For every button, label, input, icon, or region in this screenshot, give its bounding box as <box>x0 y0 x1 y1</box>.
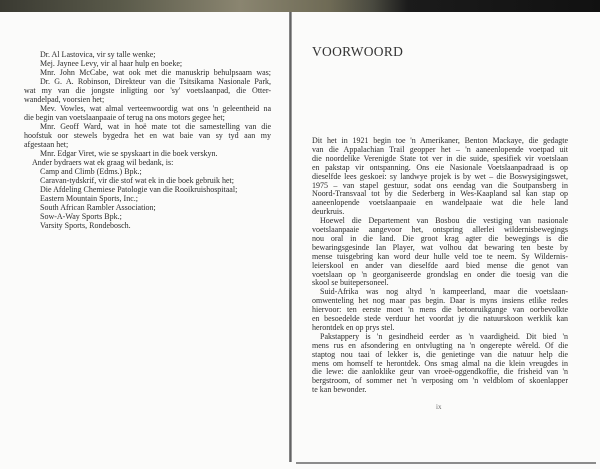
text-line: Caravan-tydskrif, vir die stof wat ek in die boek gebruik het; <box>40 176 234 185</box>
text-line: Dit het in 1921 begin toe 'n Amerikaner, Benton Mackaye, die gedagte <box>312 136 568 145</box>
text-line: aaneenlopende voetslaanpaaie en wandelpaaie wat die hele land <box>312 198 568 208</box>
text-line: hoofstuk oor stewels bygedra het en wat baie van sy tyd aan my <box>24 131 271 140</box>
text-line: mense tuisgebring kan word deur hulle veld toe te neem. Sy Wildernis- <box>312 251 568 261</box>
text-line: South African Rambler Association; <box>40 203 156 212</box>
text-line: omwenteling het nog maar pas begin. Daar is myns insiens etlike redes <box>312 296 568 306</box>
scan-top-edge <box>0 0 600 12</box>
page-bottom-edge <box>296 462 596 464</box>
text-line: staptog nou taai of lekker is, die genietinge van die natuur help die <box>312 349 568 359</box>
text-line: die begin van voetslaanpaaie of terug na ons motors gegee het; <box>24 113 225 122</box>
text-line: Mej. Jaynee Levy, vir al haar hulp en boeke; <box>40 59 183 68</box>
text-line: afgestaan het; <box>24 140 69 149</box>
text-line: die noordelike Verenigde State tot ver in die suide, spesifiek vir voetslaan <box>312 153 568 163</box>
text-line: te kan bewonder. <box>312 385 367 395</box>
text-line: Hoewel die Departement van Bosbou die vestiging van nasionale <box>320 216 568 226</box>
text-line: Mnr. John McCabe, wat ook met die manuskrip behulpsaam was; <box>40 68 271 77</box>
text-line: Mev. Vowles, wat almal verteenwoordig wat ons 'n geleentheid na <box>40 104 271 113</box>
text-line: herontdek en op prys stel. <box>312 322 395 332</box>
text-line: en besoedelde stede verduur het voordat jy die natuurskoon werklik kan <box>312 314 568 323</box>
text-line: wat my van die jongste inligting oor 'sy' voetslaanpad, die Otter- <box>24 86 271 95</box>
text-line: leierskool en ander van dieselfde aard bied mense die genot van <box>312 260 568 270</box>
text-line: Dr. G. A. Robinson, Direkteur van die Tsitsikama Nasionale Park, <box>40 77 271 86</box>
text-line: Eastern Mountain Sports, Inc.; <box>40 194 138 203</box>
text-line: Suid-Afrika was nog altyd 'n kampeerland, maar die voetslaan- <box>320 287 568 297</box>
text-line: mens rus en afsondering en ontvlugting na 'n ongerepte wêreld. Of die <box>312 340 568 350</box>
text-line: Dr. Al Lastovica, vir sy talle wenke; <box>40 50 156 59</box>
page-number: ix <box>436 403 442 411</box>
text-line: Ander bydraers wat ek graag wil bedank, is: <box>32 158 174 167</box>
text-line: wandelpad, voorsien het; <box>24 95 105 104</box>
text-line: van die Appalachian Trail geopper het – 'n aaneenlopende voetpad uit <box>312 144 568 154</box>
text-line: Varsity Sports, Rondebosch. <box>40 221 131 230</box>
text-line: Die Afdeling Chemiese Patologie van die Rooikruishospitaal; <box>40 185 238 194</box>
text-line: dieselfde lees geskoei: sy landwye projek is by wet – die Boswysigingswet, <box>312 171 568 181</box>
text-line: 1975 – van stapel gestuur, sodat ons eendag van die Soutpansberg in <box>312 180 568 190</box>
text-line: Sow-A-Way Sports Bpk.; <box>40 212 122 221</box>
text-line: hiervoor: ten eerste moet 'n mens die betonruikgange van oorbevolkte <box>312 305 568 315</box>
text-line: Camp and Climb (Edms.) Bpk.; <box>40 167 142 176</box>
text-line: Pakstappery is 'n gesindheid eerder as 'n vaardigheid. Dit bied 'n <box>320 331 568 341</box>
book-gutter <box>289 12 292 462</box>
text-line: skool se buitepersoneel. <box>312 278 389 288</box>
text-line: Mnr. Geoff Ward, wat in hoë mate tot die samestelling van die <box>40 122 271 131</box>
text-line: bergstroom, of sommer net 'n verposing om 'n veldblom of skoenlapper <box>312 376 568 386</box>
text-line: die lewe: die aanloklike geur van vroeë-oggendkoffie, die frisheid van 'n <box>312 367 568 377</box>
text-line: nou oral in die land. Die groot krag agter die bewegings is die <box>312 233 568 243</box>
text-line: deurkruis. <box>312 207 345 217</box>
text-line: en pakstap vir ontspanning. Ons eie Nasionale Voetslaanpadraad is op <box>312 162 568 172</box>
text-line: Noord-Transvaal tot by die Sederberg in Wes-Kaapland sal kan stap op <box>312 189 568 199</box>
text-line: voetslaan op 'n georganiseerde grondslag en onder die toesig van die <box>312 269 568 279</box>
text-line: Mnr. Edgar Viret, wie se spyskaart in die boek verskyn. <box>40 149 218 158</box>
text-line: mens om homself te herontdek. Ons smag almal na die klein vreugdes in <box>312 358 568 368</box>
text-line: voetslaanpaaie aangevoor het, ontspring allerlei wildernisbewegings <box>312 225 568 234</box>
page-title: VOORWOORD <box>312 44 404 59</box>
text-line: bewaringsgesinde Ian Player, wat volhou dat bewaring ten beste by <box>312 242 568 252</box>
